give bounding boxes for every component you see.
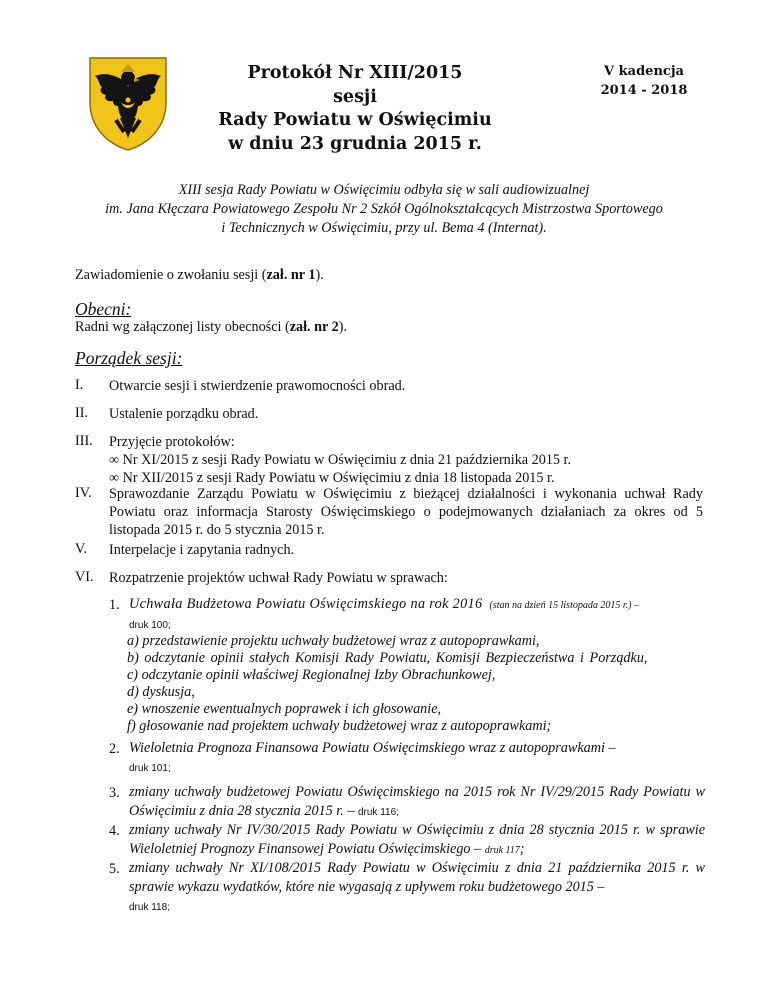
agenda-item: Rozpatrzenie projektów uchwał Rady Powiatu w sprawach: <box>109 570 448 586</box>
status-note: (stan na dzień 15 listopada 2015 r.) – <box>489 600 639 611</box>
powiat-coat-of-arms-icon <box>86 54 170 152</box>
print-ref: druk 116 <box>357 807 397 818</box>
agenda-number: VI. <box>75 569 94 585</box>
list-item: e) wnoszenie ewentualnych poprawek i ich głosowanie, <box>127 701 442 717</box>
present-line: Radni wg załączonej listy obecności (zał. nr 2). <box>75 319 347 335</box>
print-ref: druk 118 <box>129 902 168 913</box>
resolution-item: zmiany uchwały Nr IV/30/2015 Rady Powiatu w Oświęcimiu z dnia 28 stycznia 2015 r. w sprawie Wieloletniej Prognozy Finansowej Powiatu Oświęcimskiego – druk 117; <box>129 822 705 857</box>
resolution-number: 1. <box>109 597 120 613</box>
agenda-number: I. <box>75 377 84 393</box>
agenda-item: Otwarcie sesji i stwierdzenie prawomocności obrad. <box>109 378 406 394</box>
agenda-item: Interpelacje i zapytania radnych. <box>109 542 295 558</box>
attachment-ref: zał. nr 2 <box>289 319 339 335</box>
list-item: d) dyskusja, <box>127 684 195 700</box>
agenda-item: Ustalenie porządku obrad. <box>109 406 259 422</box>
term-years: 2014 - 2018 <box>600 83 688 98</box>
list-item: f) głosowanie nad projektem uchwały budżetowej wraz z autopoprawkami; <box>127 718 552 734</box>
list-item: a) przedstawienie projektu uchwały budżetowej wraz z autopoprawkami, <box>127 633 540 649</box>
print-ref: druk 101 <box>129 763 168 774</box>
present-heading: Obecni: <box>75 299 132 319</box>
print-ref: druk 117 <box>484 845 520 856</box>
list-item: c) odczytanie opinii właściwej Regionalnej Izby Obrachunkowej, <box>127 667 496 683</box>
print-ref: druk 100 <box>129 620 168 631</box>
term-box <box>584 62 704 100</box>
attachment-ref: zał. nr 1 <box>266 267 316 283</box>
agenda-heading: Porządek sesji: <box>75 348 183 368</box>
title-line: sesji <box>333 86 377 107</box>
agenda-item: Przyjęcie protokołów: ∞ Nr XI/2015 z sesji Rady Powiatu w Oświęcimiu z dnia 21 października 2015 r. ∞ Nr XII/2015 z sesji Rady Powiatu w Oświęcimiu z dnia 18 listopada 2015 r. <box>109 433 703 487</box>
session-location <box>60 181 708 238</box>
agenda-number: V. <box>75 541 87 557</box>
intro-line: im. Jana Kłęczara Powiatowego Zespołu Nr 2 Szkół Ogólnokształcących Mistrzostwa Sportowego <box>105 201 663 217</box>
resolution-item: zmiany uchwały Nr XI/108/2015 Rady Powiatu w Oświęcimiu z dnia 21 października 2015 r. w sprawie wykazu wydatków, które nie wygasają z upływem roku budżetowego 2015 – druk 118; <box>129 860 705 913</box>
intro-line: i Technicznych w Oświęcimiu, przy ul. Bema 4 (Internat). <box>221 220 547 236</box>
agenda-number: IV. <box>75 485 92 501</box>
agenda-number: III. <box>75 433 93 449</box>
resolution-number: 5. <box>109 861 120 877</box>
document-title <box>200 62 510 156</box>
agenda-number: II. <box>75 405 88 421</box>
title-line: w dniu 23 grudnia 2015 r. <box>228 133 482 154</box>
resolution-number: 2. <box>109 741 120 757</box>
intro-line: XIII sesja Rady Powiatu w Oświęcimiu odbyła się w sali audiowizualnej <box>178 182 590 198</box>
resolution-number: 3. <box>109 785 120 801</box>
notice-line: Zawiadomienie o zwołaniu sesji (zał. nr 1). <box>75 267 324 283</box>
agenda-item: Sprawozdanie Zarządu Powiatu w Oświęcimiu z bieżącej działalności i wykonania uchwał Rady Powiatu oraz informacja Starosty Oświęcimskiego o podejmowanych działaniach za okres od 5 listopada 2015 r. do 5 stycznia 2015 r. <box>109 486 703 538</box>
list-item: b) odczytanie opinii stałych Komisji Rady Powiatu, Komisji Bezpieczeństwa i Porządku, <box>127 650 648 666</box>
term-label: V kadencja <box>604 64 684 79</box>
title-line: Rady Powiatu w Oświęcimiu <box>218 110 492 130</box>
resolution-number: 4. <box>109 823 120 839</box>
budget-steps <box>127 633 705 735</box>
resolution-item: zmiany uchwały budżetowej Powiatu Oświęcimskiego na 2015 rok Nr IV/29/2015 Rady Powiatu w Oświęcimiu z dnia 28 stycznia 2015 r. – druk 116; <box>129 784 705 819</box>
resolution-item: Wieloletnia Prognoza Finansowa Powiatu Oświęcimskiego wraz z autopoprawkami – druk 101; <box>129 740 616 774</box>
list-item: ∞ Nr XI/2015 z sesji Rady Powiatu w Oświęcimiu z dnia 21 października 2015 r. <box>109 452 572 468</box>
title-line: Protokół Nr XIII/2015 <box>247 63 463 83</box>
list-item: ∞ Nr XII/2015 z sesji Rady Powiatu w Oświęcimiu z dnia 18 listopada 2015 r. <box>109 470 555 486</box>
resolution-item: Uchwała Budżetowa Powiatu Oświęcimskiego na rok 2016 (stan na dzień 15 listopada 2015 r.) – druk 100; <box>129 596 639 631</box>
